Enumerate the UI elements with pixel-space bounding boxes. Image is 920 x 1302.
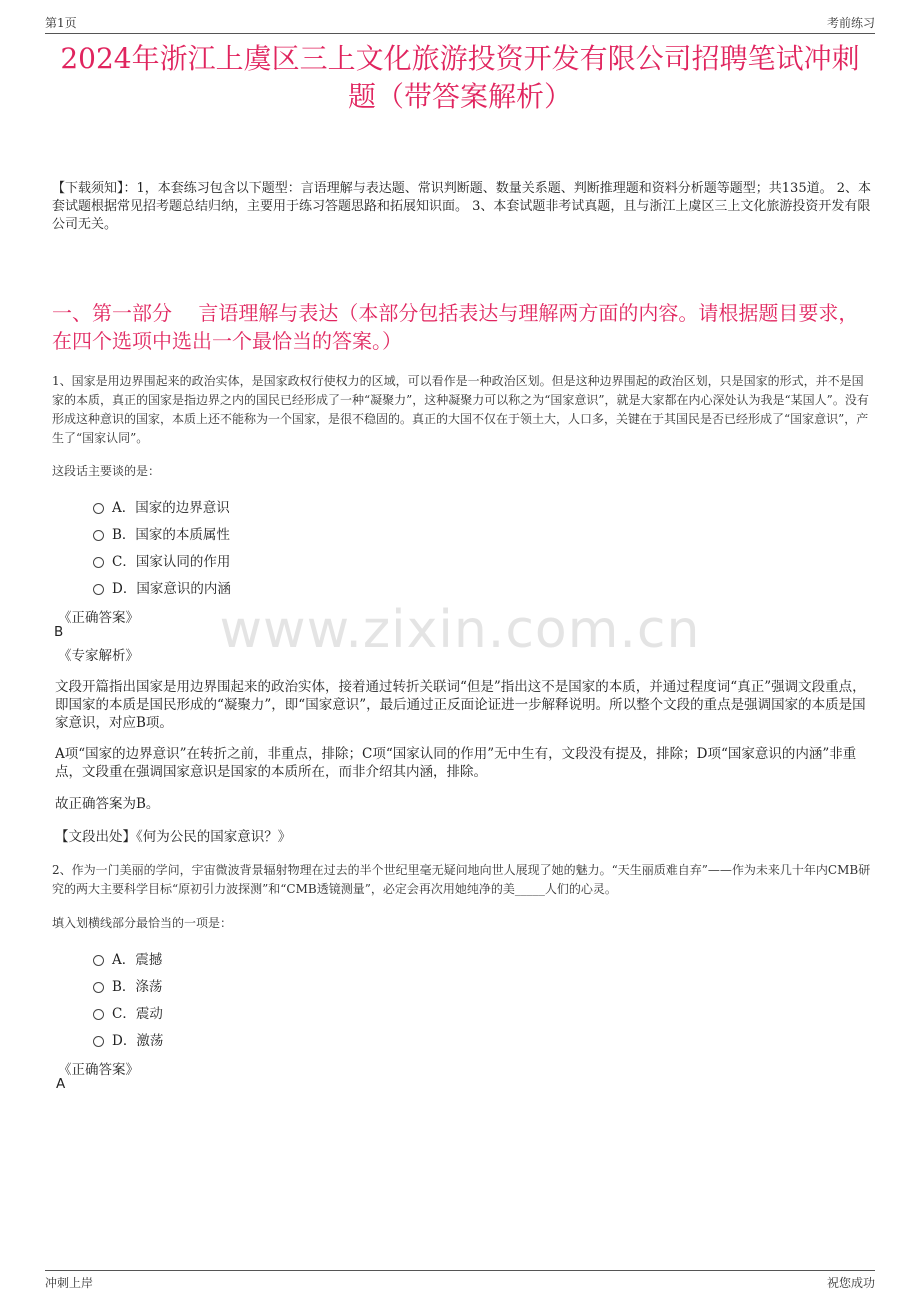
header-label: 考前练习 — [826, 16, 875, 30]
footer-right-text: 祝您成功 — [826, 1276, 875, 1290]
footer-divider — [45, 1270, 875, 1271]
question-1-conclusion: 故正确答案为B。 — [55, 796, 160, 812]
question-2-option-b[interactable] — [93, 975, 162, 995]
option-label: C．震动 — [112, 1006, 163, 1022]
question-1-analysis-paragraph: 文段开篇指出国家是用边界围起来的政治实体，接着通过转折关联词“但是”指出这不是国家的本质，并通过程度词“真正”强调文段重点，即国家的本质是国民形成的“凝聚力”，即“国家意识”，最后通过正反面论证进一步解释说明。所以整个文段的重点是强调国家的本质是国家意识，对应B项。 — [55, 679, 866, 731]
question-1-option-a[interactable] — [93, 496, 230, 516]
footer-left-text: 冲刺上岸 — [45, 1276, 94, 1290]
radio-icon[interactable] — [93, 557, 104, 568]
radio-icon[interactable] — [93, 530, 104, 541]
document-title: 2024年浙江上虞区三上文化旅游投资开发有限公司招聘笔试冲刺题（带答案解析） — [60, 42, 860, 113]
question-1-stem: 1、国家是用边界围起来的政治实体，是国家政权行使权力的区域，可以看作是一种政治区划。但是这种边界围起的政治区划，只是国家的形式，并不是国家的本质，真正的国家是指边界之内的国民已经形成了一种“凝聚力”，这种凝聚力可以称之为“国家意识”，就是大家都在内心深处认为我是“某国人”。没有形成这种意识的国家，本质上还不能称为一个国家，是很不稳固的。真正的大国不仅在于领土大，人口多，关键在于其国民是否已经形成了“国家意识”，产生了“国家认同”。 — [52, 374, 869, 445]
question-1-answer-label: 《正确答案》 — [58, 610, 139, 626]
radio-icon[interactable] — [93, 584, 104, 595]
option-label: D．激荡 — [112, 1033, 164, 1049]
question-2-option-c[interactable] — [93, 1002, 163, 1022]
question-1-prompt: 这段话主要谈的是： — [52, 464, 161, 478]
watermark: www.zixin.com.cn — [219, 600, 701, 660]
question-1-answer: B — [54, 624, 64, 640]
option-label: B．涤荡 — [112, 979, 163, 995]
question-1-source: 【文段出处】《何为公民的国家意识？》 — [55, 829, 292, 845]
option-label: B．国家的本质属性 — [112, 527, 230, 543]
question-1-option-d[interactable] — [93, 577, 231, 597]
radio-icon[interactable] — [93, 982, 104, 993]
question-2-option-d[interactable] — [93, 1029, 163, 1049]
option-label: D．国家意识的内涵 — [112, 581, 231, 597]
radio-icon[interactable] — [93, 503, 104, 514]
question-1-analysis-label: 《专家解析》 — [58, 648, 139, 664]
option-label: A．国家的边界意识 — [112, 500, 230, 516]
radio-icon[interactable] — [93, 1009, 104, 1020]
question-2-option-a[interactable] — [93, 948, 162, 968]
radio-icon[interactable] — [93, 1036, 104, 1047]
radio-icon[interactable] — [93, 955, 104, 966]
header-divider — [45, 33, 875, 34]
question-2-answer: A — [56, 1076, 66, 1092]
option-label: A．震撼 — [112, 952, 163, 968]
section-heading: 一、第一部分 言语理解与表达（本部分包括表达与理解两方面的内容。请根据题目要求，在四个选项中选出一个最恰当的答案。） — [52, 301, 859, 353]
question-2-prompt: 填入划横线部分最恰当的一项是： — [52, 916, 233, 930]
option-label: C．国家认同的作用 — [112, 554, 231, 570]
question-2-stem: 2、作为一门美丽的学问，宇宙微波背景辐射物理在过去的半个世纪里毫无疑问地向世人展现了她的魅力。“天生丽质难自弃”——作为未来几十年内CMB研究的两大主要科学目标“原初引力波探测”和“CMB透镜测量”，必定会再次用她纯净的美_____人们的心灵。 — [52, 863, 871, 896]
question-1-option-c[interactable] — [93, 550, 230, 570]
question-1-analysis-paragraph: A项“国家的边界意识”在转折之前，非重点，排除；C项“国家认同的作用”无中生有，文段没有提及，排除；D项“国家意识的内涵”非重点，文段重在强调国家意识是国家的本质所在，而非介绍其内涵，排除。 — [55, 746, 857, 780]
question-2-answer-label: 《正确答案》 — [58, 1062, 139, 1078]
header-page-number: 第1页 — [45, 16, 77, 30]
question-1-option-b[interactable] — [93, 523, 230, 543]
download-notice: 【下载须知】：1，本套练习包含以下题型：言语理解与表达题、常识判断题、数量关系题、判断推理题和资料分析题等题型；共135道。 2、本套试题根据常见招考题总结归纳，主要用于练习答题思路和拓展知识面。 3、本套试题非考试真题，且与浙江上虞区三上文化旅游投资开发有限公司无关。 — [52, 181, 871, 232]
